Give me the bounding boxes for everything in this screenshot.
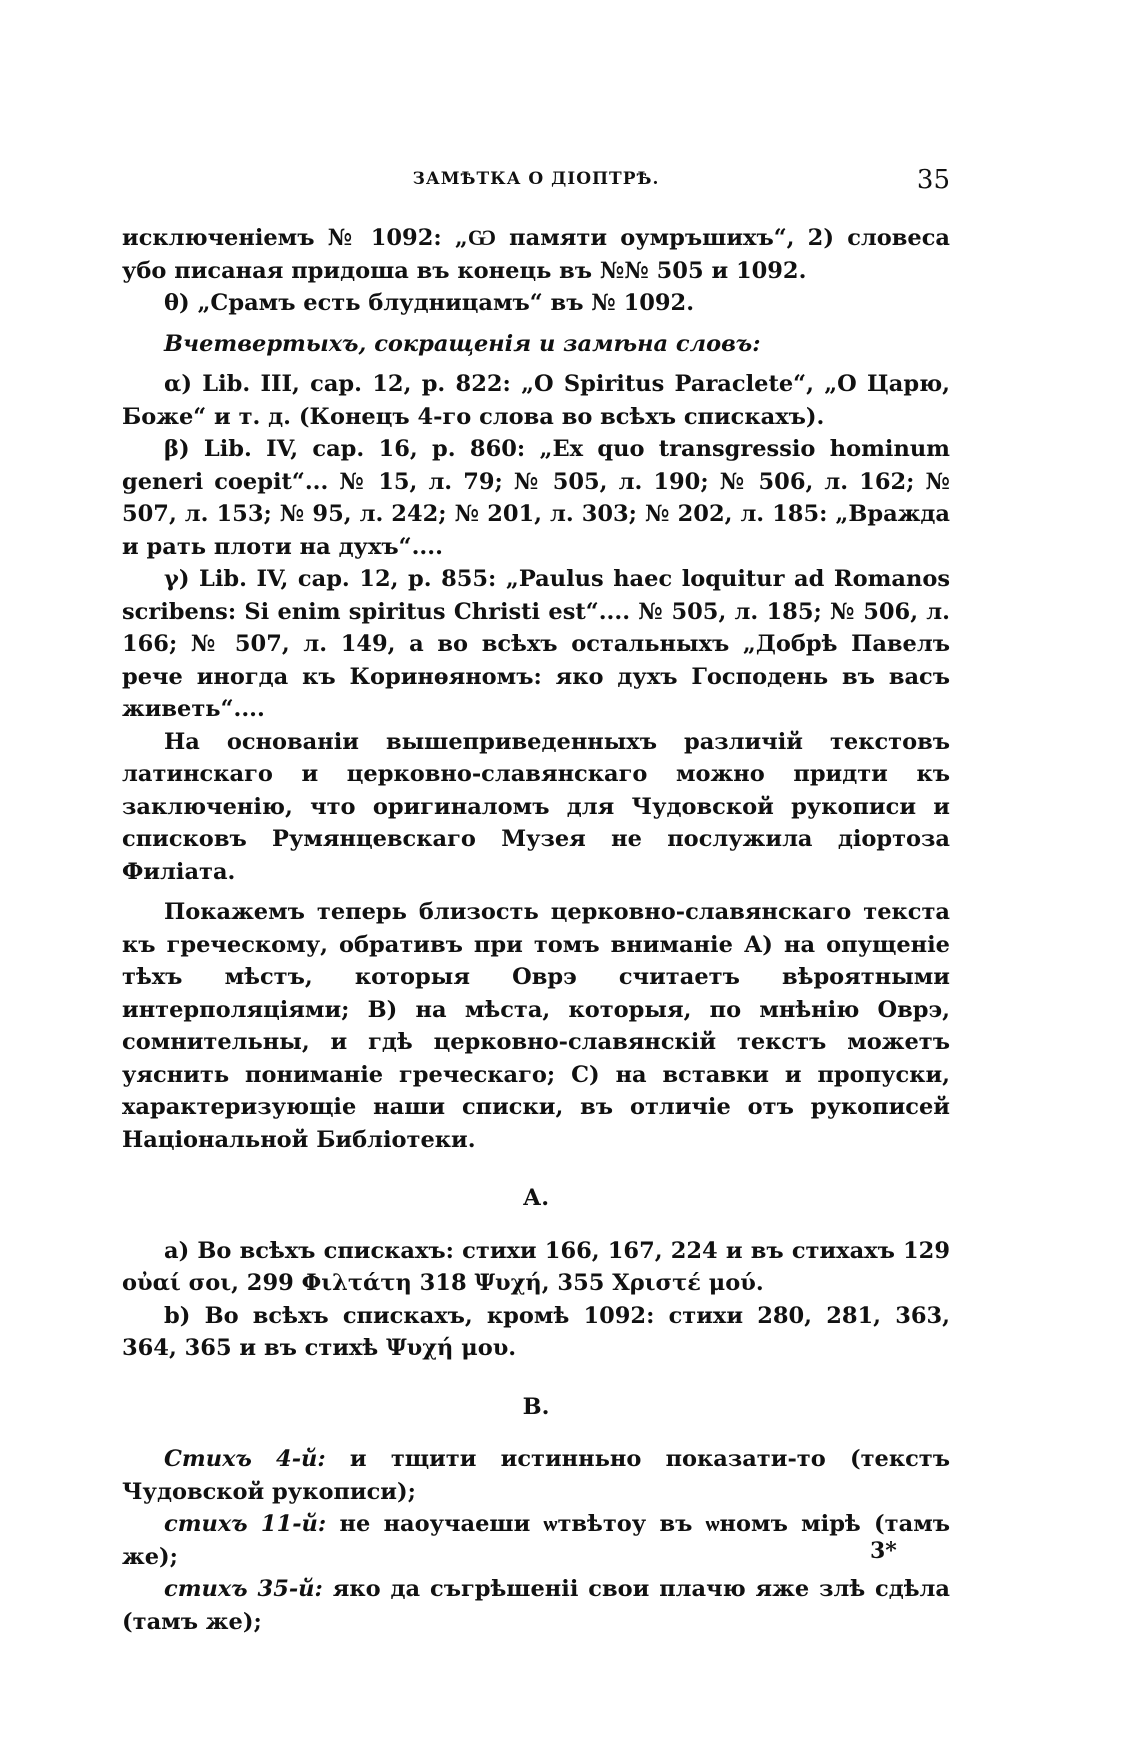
paragraph-conclusion: На основаніи вышеприведенныхъ различій текстовъ латинскаго и церковно-славянскаго можно придти къ заключенію, что оригиналомъ для Чудовской рукописи и списковъ Румянцевскаго Музея не послужила діортоза Филіата. [122, 728, 950, 885]
verse-35-text: яко да съгрѣшеніі свои плачю яже злѣ сдѣла (тамъ же); [122, 1576, 950, 1635]
verse-4-entry [122, 1443, 950, 1508]
paragraph-gamma: γ) Lib. IV, cap. 12, p. 855: „Paulus haec loquitur ad Romanos scribens: Si enim spiritus Christi est“.... № 505, л. 185; № 506, л. 166; № 507, л. 149, а во всѣхъ остальныхъ „Добрѣ Павелъ рече иногда къ Коринѳяномъ: яко духъ Господень въ васъ живеть“.... [122, 566, 950, 722]
verse-11-entry [122, 1508, 950, 1573]
paragraph-alpha: α) Lib. III, cap. 12, p. 822: „O Spiritus Paraclete“, „О Царю, Боже“ и т. д. (Конецъ 4-го слова во всѣхъ спискахъ). [122, 371, 950, 430]
verse-4-text: и тщити истинньно показати-то (текстъ Чудовской рукописи); [122, 1446, 950, 1505]
section-heading-a: А. [522, 1185, 550, 1211]
list-item-b: b) Во всѣхъ спискахъ, кромѣ 1092: стихи 280, 281, 363, 364, 365 и въ стихѣ Ψυχή μου. [122, 1302, 950, 1361]
paragraph-fourthly: Вчетвертыхъ, сокращенія и замѣна словъ: [164, 330, 761, 357]
paragraph-beta: β) Lib. IV, cap. 16, p. 860: „Ex quo transgressio hominum generi coepit“... № 15, л. 79; № 505, л. 190; № 506, л. 162; № 507, л. 153; № 95, л. 242; № 201, л. 303; № 202, л. 185: „Вражда и рать плоти на духъ“.... [122, 436, 950, 560]
page-header [122, 165, 950, 199]
running-title: ЗАМѢТКА О ДІОПТРѢ. [412, 169, 660, 189]
paragraph-theta: θ) „Срамъ есть блудницамъ“ въ № 1092. [164, 290, 695, 316]
verse-11-label: стихъ 11-й: [164, 1511, 327, 1537]
verse-11-text: не наоучаеши ѡтвѣтоу въ ѡномъ мірѣ (тамъ же); [122, 1511, 950, 1570]
body-text [122, 222, 950, 1638]
verse-35-label: стихъ 35-й: [164, 1576, 323, 1602]
paragraph-comparison: Покажемъ теперь близость церковно-славянскаго текста къ греческому, обративъ при томъ вниманіе А) на опущеніе тѣхъ мѣстъ, которыя Оврэ считаетъ вѣроятными интерполяціями; В) на мѣста, которыя, по мнѣнію Оврэ, сомнительны, и гдѣ церковно-славянскій текстъ можетъ уяснить пониманіе греческаго; С) на вставки и пропуски, характеризующіе наши списки, въ отличіе отъ рукописей Національной Библіотеки. [122, 899, 950, 1153]
page-number: 35 [916, 165, 950, 195]
signature-mark: 3* [870, 1538, 897, 1564]
verse-35-entry [122, 1573, 950, 1638]
paragraph-continuation: исключеніемъ № 1092: „Ѡ памяти оумръшихъ“, 2) словеса убо писаная придоша въ конець въ №№ 505 и 1092. [122, 225, 950, 284]
verse-4-label: Стихъ 4-й: [164, 1446, 326, 1472]
list-item-a: a) Во всѣхъ спискахъ: стихи 166, 167, 224 и въ стихахъ 129 οὐαί σοι, 299 Φιλτάτη 318 Ψυχή, 355 Χριστέ μού. [122, 1237, 950, 1296]
section-heading-b: В. [522, 1393, 550, 1420]
